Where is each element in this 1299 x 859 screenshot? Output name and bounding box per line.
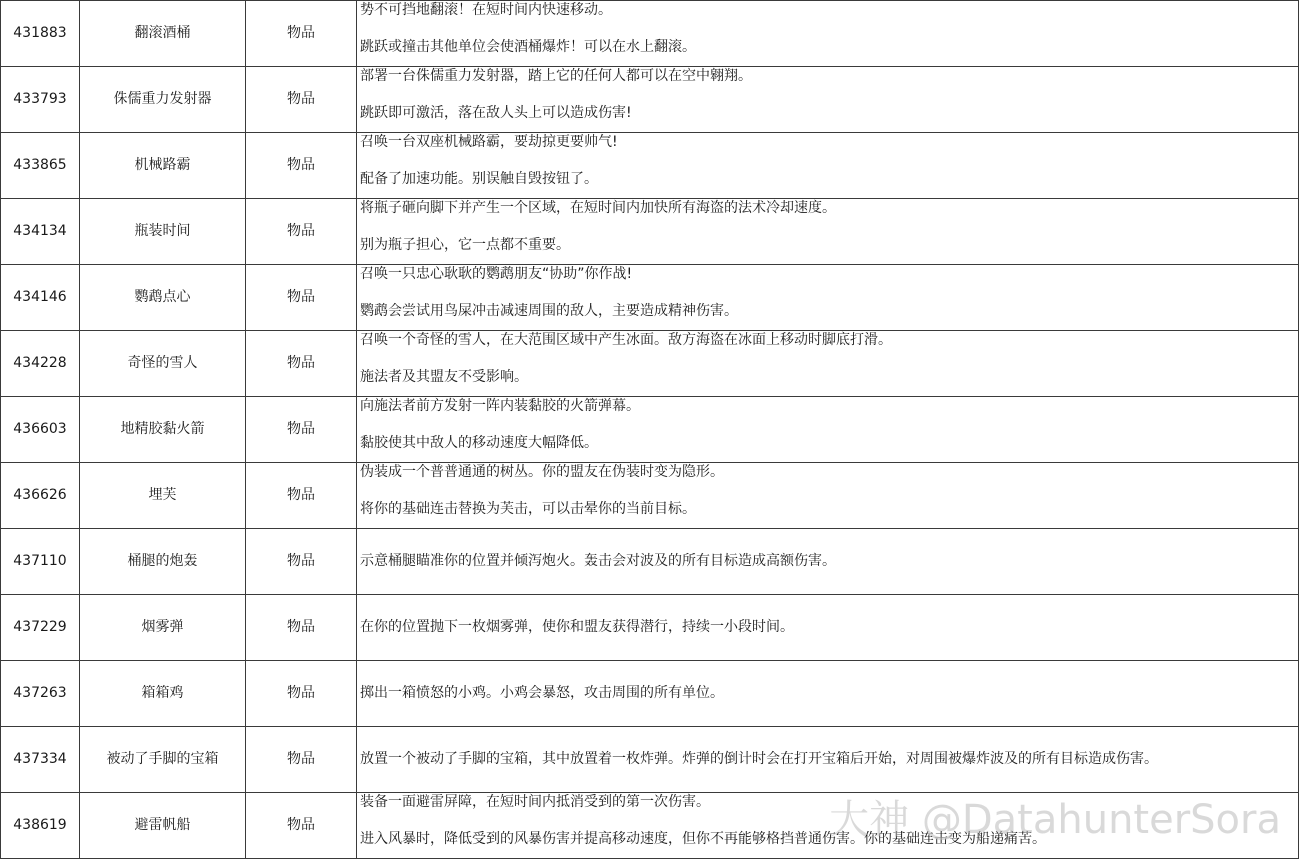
item-desc-cell[interactable] xyxy=(357,397,1299,463)
item-id-cell[interactable]: 436626 xyxy=(1,463,80,529)
item-type-cell[interactable]: 物品 xyxy=(246,529,357,595)
desc-line: 黏胶使其中敌人的移动速度大幅降低。 xyxy=(360,434,598,451)
item-name-cell[interactable]: 瓶装时间 xyxy=(80,199,246,265)
desc-line: 放置一个被动了手脚的宝箱，其中放置着一枚炸弹。炸弹的倒计时会在打开宝箱后开始，对周围被爆炸波及的所有目标造成伤害。 xyxy=(360,751,1158,768)
item-desc-cell[interactable] xyxy=(357,67,1299,133)
desc-line: 示意桶腿瞄准你的位置并倾泻炮火。轰击会对波及的所有目标造成高额伤害。 xyxy=(360,553,836,570)
item-desc-cell[interactable] xyxy=(357,661,1299,727)
table-row xyxy=(1,265,1299,331)
item-desc-cell[interactable] xyxy=(357,133,1299,199)
desc-line: 配备了加速功能。别误触自毁按钮了。 xyxy=(360,170,598,187)
item-desc-cell[interactable] xyxy=(357,727,1299,793)
item-type-cell[interactable]: 物品 xyxy=(246,397,357,463)
item-type-cell[interactable]: 物品 xyxy=(246,463,357,529)
item-name-cell[interactable]: 侏儒重力发射器 xyxy=(80,67,246,133)
item-id-cell[interactable]: 437229 xyxy=(1,595,80,661)
item-type-cell[interactable]: 物品 xyxy=(246,265,357,331)
desc-line: 召唤一个奇怪的雪人，在大范围区域中产生冰面。敌方海盗在冰面上移动时脚底打滑。 xyxy=(360,332,892,348)
item-desc-cell[interactable] xyxy=(357,463,1299,529)
item-name-cell[interactable]: 地精胶黏火箭 xyxy=(80,397,246,463)
item-id-cell[interactable]: 437334 xyxy=(1,727,80,793)
table-row xyxy=(1,595,1299,661)
desc-line: 进入风暴时，降低受到的风暴伤害并提高移动速度，但你不再能够格挡普通伤害。你的基础连击变为船递痛苦。 xyxy=(360,830,1046,847)
desc-line: 向施法者前方发射一阵内装黏胶的火箭弹幕。 xyxy=(360,398,640,414)
desc-line: 掷出一箱愤怒的小鸡。小鸡会暴怒，攻击周围的所有单位。 xyxy=(360,685,724,702)
desc-line: 跳跃或撞击其他单位会使酒桶爆炸！可以在水上翻滚。 xyxy=(360,38,696,55)
table-row xyxy=(1,661,1299,727)
table-row xyxy=(1,331,1299,397)
table-row xyxy=(1,463,1299,529)
item-name-cell[interactable]: 烟雾弹 xyxy=(80,595,246,661)
item-id-cell[interactable]: 437110 xyxy=(1,529,80,595)
item-id-cell[interactable]: 434134 xyxy=(1,199,80,265)
item-desc-cell[interactable] xyxy=(357,265,1299,331)
desc-line: 别为瓶子担心，它一点都不重要。 xyxy=(360,236,570,253)
item-desc-cell[interactable] xyxy=(357,199,1299,265)
item-desc-cell[interactable] xyxy=(357,793,1299,859)
item-id-cell[interactable]: 434228 xyxy=(1,331,80,397)
item-desc-cell[interactable] xyxy=(357,595,1299,661)
desc-line: 势不可挡地翻滚！在短时间内快速移动。 xyxy=(360,2,612,18)
item-desc-cell[interactable] xyxy=(357,1,1299,67)
item-table-body xyxy=(1,1,1299,859)
item-name-cell[interactable]: 箱箱鸡 xyxy=(80,661,246,727)
item-type-cell[interactable]: 物品 xyxy=(246,331,357,397)
item-name-cell[interactable]: 鹦鹉点心 xyxy=(80,265,246,331)
table-row xyxy=(1,397,1299,463)
desc-line: 伪装成一个普普通通的树丛。你的盟友在伪装时变为隐形。 xyxy=(360,464,724,480)
item-type-cell[interactable]: 物品 xyxy=(246,727,357,793)
desc-line: 召唤一台双座机械路霸，要劫掠更要帅气! xyxy=(360,134,618,150)
desc-line: 施法者及其盟友不受影响。 xyxy=(360,368,528,385)
table-row xyxy=(1,1,1299,67)
item-type-cell[interactable]: 物品 xyxy=(246,793,357,859)
desc-line: 将你的基础连击替换为芙击，可以击晕你的当前目标。 xyxy=(360,500,696,517)
table-row xyxy=(1,529,1299,595)
item-name-cell[interactable]: 桶腿的炮轰 xyxy=(80,529,246,595)
item-name-cell[interactable]: 埋芙 xyxy=(80,463,246,529)
item-id-cell[interactable]: 436603 xyxy=(1,397,80,463)
item-id-cell[interactable]: 437263 xyxy=(1,661,80,727)
item-name-cell[interactable]: 避雷帆船 xyxy=(80,793,246,859)
item-id-cell[interactable]: 434146 xyxy=(1,265,80,331)
item-type-cell[interactable]: 物品 xyxy=(246,1,357,67)
item-type-cell[interactable]: 物品 xyxy=(246,595,357,661)
item-id-cell[interactable]: 431883 xyxy=(1,1,80,67)
table-row xyxy=(1,67,1299,133)
item-id-cell[interactable]: 433865 xyxy=(1,133,80,199)
item-id-cell[interactable]: 438619 xyxy=(1,793,80,859)
item-name-cell[interactable]: 机械路霸 xyxy=(80,133,246,199)
item-name-cell[interactable]: 奇怪的雪人 xyxy=(80,331,246,397)
item-desc-cell[interactable] xyxy=(357,331,1299,397)
desc-line: 召唤一只忠心耿耿的鹦鹉朋友“协助”你作战! xyxy=(360,266,633,282)
desc-line: 在你的位置抛下一枚烟雾弹，使你和盟友获得潜行，持续一小段时间。 xyxy=(360,619,794,636)
desc-line: 鹦鹉会尝试用鸟屎冲击减速周围的敌人，主要造成精神伤害。 xyxy=(360,302,738,319)
item-type-cell[interactable]: 物品 xyxy=(246,67,357,133)
item-type-cell[interactable]: 物品 xyxy=(246,133,357,199)
item-type-cell[interactable]: 物品 xyxy=(246,199,357,265)
table-row xyxy=(1,133,1299,199)
table-row xyxy=(1,727,1299,793)
item-name-cell[interactable]: 翻滚酒桶 xyxy=(80,1,246,67)
item-desc-cell[interactable] xyxy=(357,529,1299,595)
item-name-cell[interactable]: 被动了手脚的宝箱 xyxy=(80,727,246,793)
desc-line: 装备一面避雷屏障，在短时间内抵消受到的第一次伤害。 xyxy=(360,794,710,810)
table-row xyxy=(1,793,1299,859)
desc-line: 将瓶子砸向脚下并产生一个区域，在短时间内加快所有海盗的法术冷却速度。 xyxy=(360,200,836,216)
desc-line: 部署一台侏儒重力发射器，踏上它的任何人都可以在空中翱翔。 xyxy=(360,68,752,84)
watermark-text: 大神 @DatahunterSora xyxy=(829,797,1281,843)
desc-line: 跳跃即可激活，落在敌人头上可以造成伤害! xyxy=(360,104,632,121)
table-row xyxy=(1,199,1299,265)
item-type-cell[interactable]: 物品 xyxy=(246,661,357,727)
item-id-cell[interactable]: 433793 xyxy=(1,67,80,133)
